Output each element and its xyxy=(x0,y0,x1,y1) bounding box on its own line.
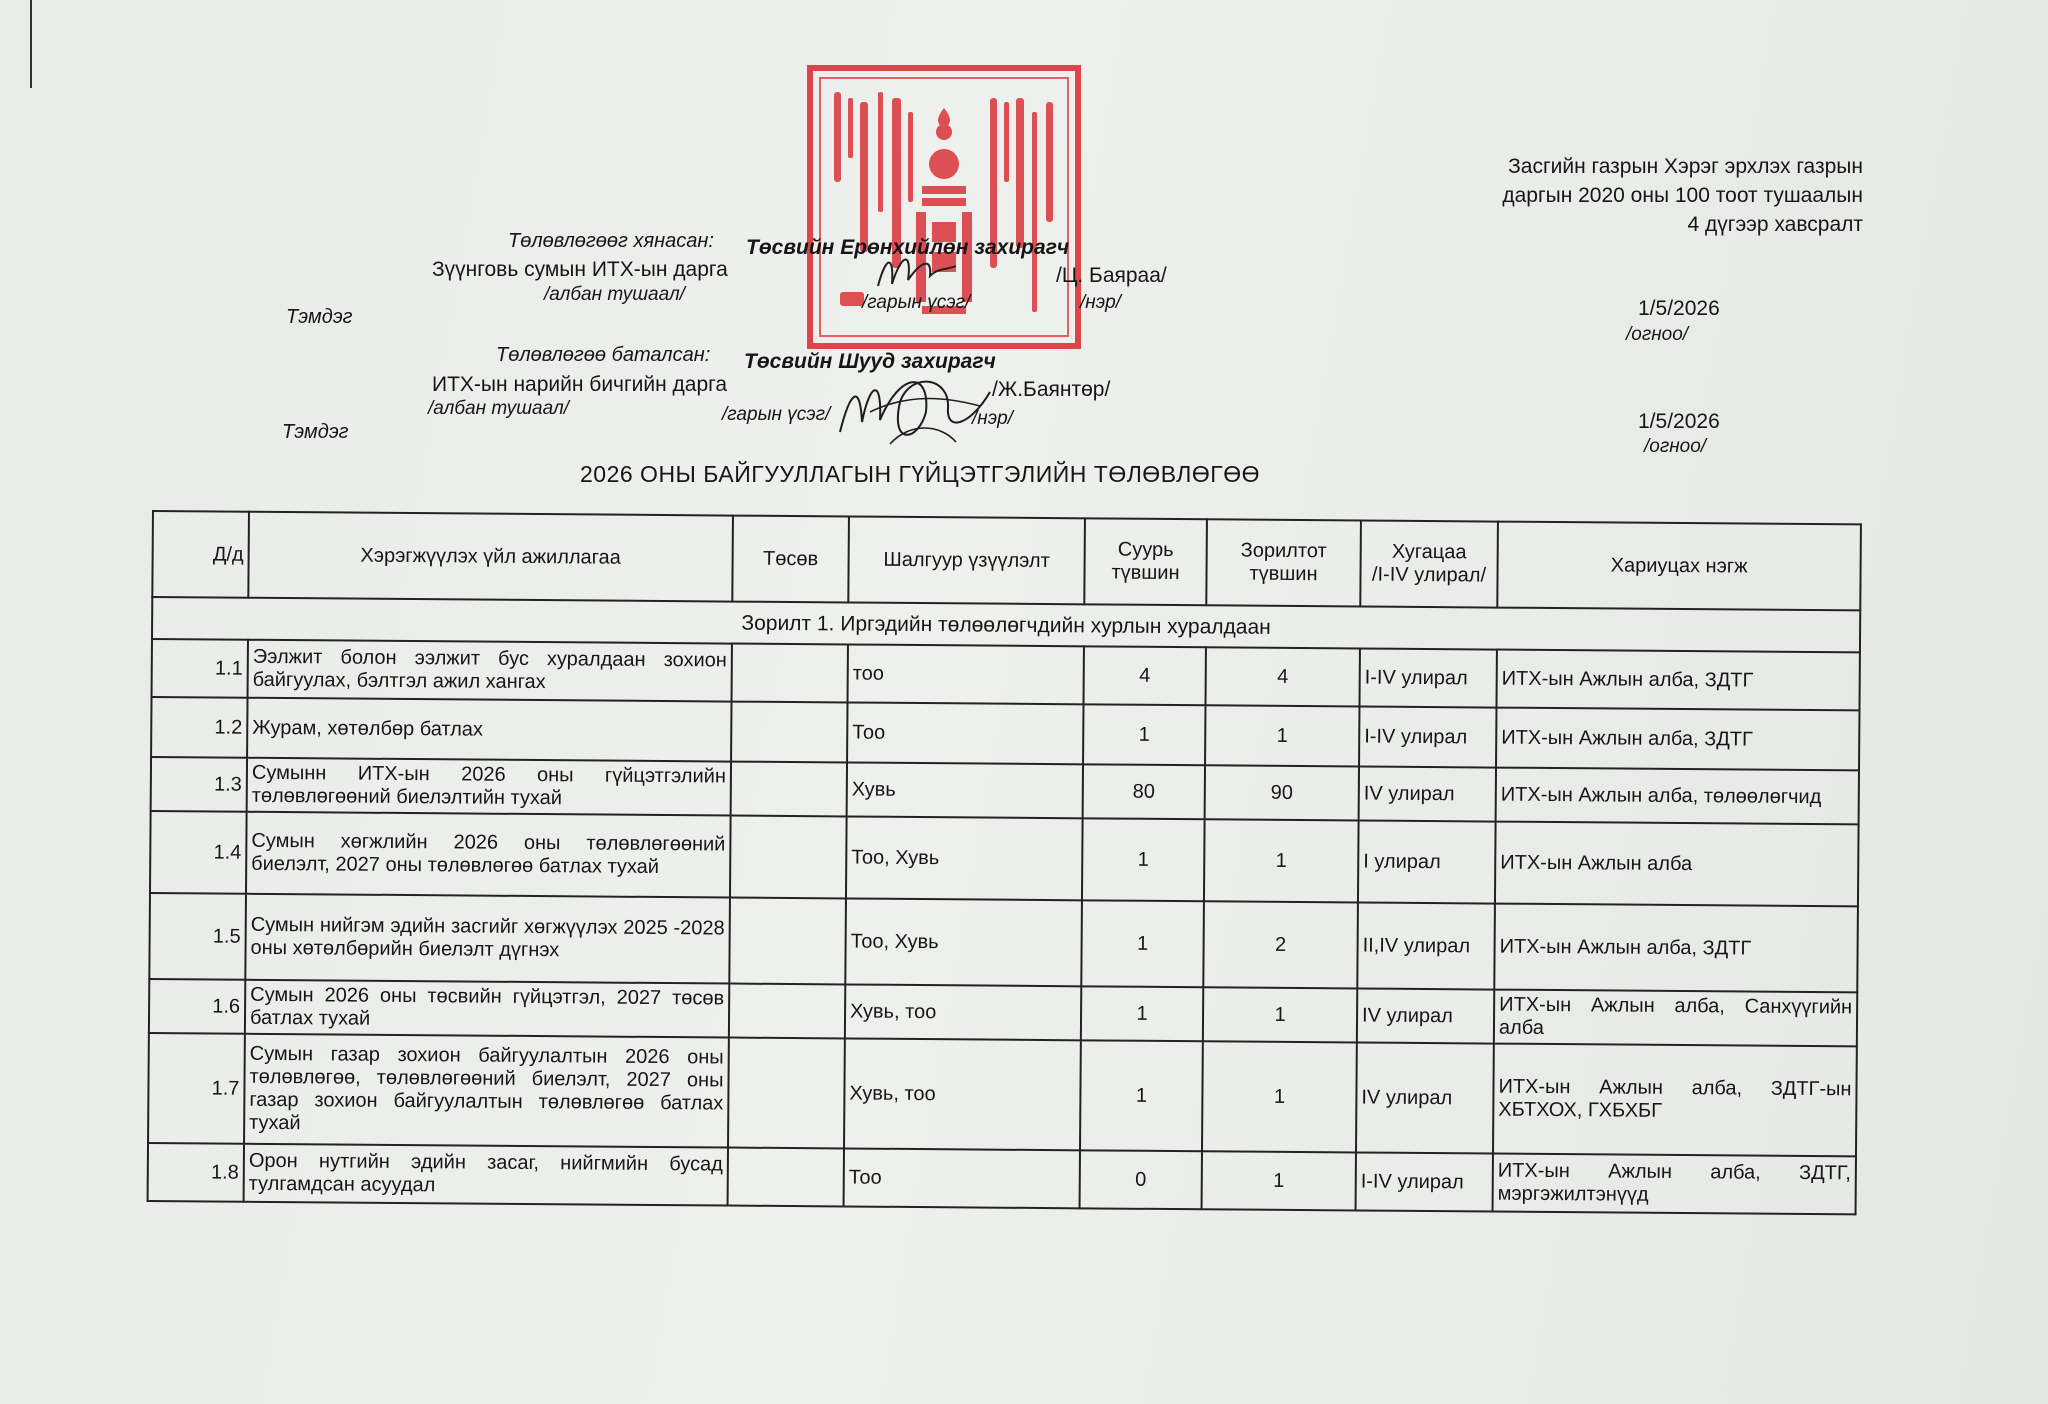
row-term: I-IV улирал xyxy=(1359,648,1496,707)
row-num: 1.5 xyxy=(149,893,246,980)
header-target-line2: түвшин xyxy=(1249,562,1318,586)
approve-stamp-label: Тэмдэг xyxy=(282,421,349,443)
approve-date-caption: /огноо/ xyxy=(1644,436,1707,457)
row-activity: Сумынн ИТХ-ын 2026 оны гүйцэтгэлийн төлөвлөгөөний биелэлтийн тухай xyxy=(247,758,731,816)
approve-date: 1/5/2026 xyxy=(1638,410,1720,433)
row-budget xyxy=(731,702,847,763)
row-base: 1 xyxy=(1083,704,1205,765)
row-responsible: ИТХ-ын Ажлын алба, ЗДТГ-ын ХБТХОХ, ГХБХБГ xyxy=(1493,1044,1857,1157)
approve-position-caption: /албан тушаал/ xyxy=(428,398,569,419)
annex-line-2: даргын 2020 оны 100 тоот тушаалын xyxy=(1502,184,1863,207)
annex-line-3: 4 дүгээр хавсралт xyxy=(1687,213,1863,236)
table-header-row xyxy=(152,511,1861,610)
row-responsible: ИТХ-ын Ажлын алба, ЗДТГ, мэргэжилтэнүүд xyxy=(1493,1154,1856,1215)
plan-table xyxy=(147,510,1862,1215)
table-row xyxy=(149,893,1858,992)
row-activity: Журам, хөтөлбөр батлах xyxy=(247,698,731,762)
page-edge-mark xyxy=(30,0,32,88)
approve-position: ИТХ-ын нарийн бичгийн дарга xyxy=(432,373,728,396)
review-date-caption: /огноо/ xyxy=(1626,324,1689,345)
document-title: 2026 ОНЫ БАЙГУУЛЛАГЫН ГҮЙЦЭТГЭЛИЙН ТӨЛӨВЛӨГӨӨ xyxy=(580,461,1260,487)
row-target: 1 xyxy=(1205,705,1359,766)
review-signature xyxy=(872,246,962,296)
row-target: 1 xyxy=(1202,1041,1357,1152)
row-target: 2 xyxy=(1203,901,1358,988)
row-activity: Сумын нийгэм эдийн засгийг хөгжүүлэх 2025 -2028 оны хөтөлбөрийн биелэлт дүгнэх xyxy=(245,894,730,984)
row-indicator: Тоо, Хувь xyxy=(846,816,1083,900)
row-budget xyxy=(728,1148,844,1207)
row-responsible: ИТХ-ын Ажлын алба xyxy=(1495,822,1859,907)
row-budget xyxy=(729,984,845,1039)
row-budget xyxy=(730,816,847,899)
review-date: 1/5/2026 xyxy=(1638,297,1720,320)
header-activity: Хэрэгжүүлэх үйл ажиллагаа xyxy=(248,512,733,602)
row-num: 1.7 xyxy=(148,1033,245,1144)
row-base: 1 xyxy=(1080,1040,1203,1151)
annex-reference xyxy=(1343,152,1863,239)
review-name-caption: /нэр/ xyxy=(1080,292,1121,313)
row-budget xyxy=(731,762,847,817)
row-num: 1.1 xyxy=(152,639,248,698)
row-target: 4 xyxy=(1205,647,1359,706)
row-activity: Ээлжит болон ээлжит бус хуралдаан зохион байгуулах, бэлтгэл ажил хангах xyxy=(248,640,732,702)
approve-signature-caption: /гарын үсэг/ xyxy=(722,404,831,425)
row-num: 1.3 xyxy=(151,757,247,812)
row-term: IV улирал xyxy=(1356,1042,1494,1153)
row-base: 4 xyxy=(1084,646,1206,705)
header-indicator: Шалгуур үзүүлэлт xyxy=(848,516,1085,604)
row-base: 1 xyxy=(1081,986,1203,1041)
row-activity: Сумын хөгжлийн 2026 оны төлөвлөгөөний биелэлт, 2027 оны төлөвлөгөө батлах тухай xyxy=(246,812,731,898)
row-responsible: ИТХ-ын Ажлын алба, ЗДТГ xyxy=(1496,650,1859,711)
row-responsible: ИТХ-ын Ажлын алба, төлөөлөгчид xyxy=(1496,768,1859,825)
row-num: 1.2 xyxy=(151,697,247,758)
row-term: I-IV улирал xyxy=(1356,1152,1493,1211)
review-name: /Ц. Баяраа/ xyxy=(1056,264,1167,287)
row-indicator: Хувь, тоо xyxy=(845,984,1081,1040)
header-target xyxy=(1206,519,1361,606)
approve-label: Төлөвлөгөө баталсан: xyxy=(496,344,711,366)
row-budget xyxy=(728,1038,845,1149)
row-responsible: ИТХ-ын Ажлын алба, ЗДТГ xyxy=(1496,708,1859,771)
approve-signature xyxy=(830,362,1000,452)
row-base: 0 xyxy=(1080,1150,1202,1209)
row-activity: Сумын 2026 оны төсвийн гүйцэтгэл, 2027 төсөв батлах тухай xyxy=(245,980,729,1038)
row-term: IV улирал xyxy=(1357,988,1494,1043)
row-num: 1.4 xyxy=(150,811,247,894)
row-target: 1 xyxy=(1204,819,1359,902)
header-target-line1: Зорилтот xyxy=(1240,539,1327,563)
header-num: Д/д xyxy=(152,511,249,598)
row-indicator: тоо xyxy=(848,644,1084,704)
approve-name-caption: /нэр/ xyxy=(972,408,1013,429)
row-target: 1 xyxy=(1202,1151,1356,1210)
header-base-line2: түвшин xyxy=(1111,561,1180,585)
review-position-caption: /албан тушаал/ xyxy=(544,284,685,305)
review-label: Төлөвлөгөөг хянасан: xyxy=(508,230,714,252)
row-indicator: Тоо xyxy=(847,702,1083,764)
table-row xyxy=(148,1033,1857,1156)
header-base-line1: Суурь xyxy=(1117,538,1174,562)
row-activity: Сумын газар зохион байгуулалтын 2026 оны төлөвлөгөө, төлөвлөгөөний биелэлт, 2027 оны газар зохион байгуулалтын төлөвлөгөө батлах тухай xyxy=(244,1034,729,1148)
header-base xyxy=(1084,518,1207,605)
goal-title: Зорилт 1. Иргэдийн төлөөлөгчдийн хурлын хуралдаан xyxy=(152,597,1860,652)
row-activity: Орон нутгийн эдийн засаг, нийгмийн бусад тулгамдсан асуудал xyxy=(244,1144,728,1206)
row-base: 1 xyxy=(1081,900,1204,987)
row-term: I-IV улирал xyxy=(1359,706,1496,767)
row-indicator: Тоо xyxy=(844,1148,1080,1208)
annex-line-1: Засгийн газрын Хэрэг эрхлэх газрын xyxy=(1508,155,1863,178)
row-indicator: Хувь xyxy=(847,762,1083,818)
row-responsible: ИТХ-ын Ажлын алба, Санхүүгийн алба xyxy=(1494,990,1857,1047)
row-responsible: ИТХ-ын Ажлын алба, ЗДТГ xyxy=(1494,904,1858,993)
approve-name: /Ж.Баянтөр/ xyxy=(992,378,1111,401)
approve-title: Төсвийн Шууд захирагч xyxy=(744,350,996,373)
row-base: 1 xyxy=(1082,818,1205,901)
row-budget xyxy=(732,644,848,703)
row-term: II,IV улирал xyxy=(1357,902,1495,989)
row-term: IV улирал xyxy=(1359,766,1496,821)
row-budget xyxy=(729,898,846,985)
review-position: Зүүнговь сумын ИТХ-ын дарга xyxy=(432,258,728,281)
row-term: I улирал xyxy=(1358,820,1496,903)
header-responsible: Хариуцах нэгж xyxy=(1497,522,1861,611)
row-num: 1.6 xyxy=(149,979,245,1034)
row-base: 80 xyxy=(1083,764,1205,819)
row-target: 1 xyxy=(1203,987,1357,1042)
header-budget: Төсөв xyxy=(732,516,849,603)
table-row xyxy=(148,1143,1856,1214)
table-row xyxy=(150,811,1859,906)
review-stamp-label: Тэмдэг xyxy=(286,306,353,328)
row-target: 90 xyxy=(1205,765,1359,820)
row-indicator: Хувь, тоо xyxy=(844,1038,1081,1150)
row-indicator: Тоо, Хувь xyxy=(845,898,1082,986)
row-num: 1.8 xyxy=(148,1143,244,1202)
review-title: Төсвийн Ерөнхийлөн захирагч xyxy=(746,236,1070,259)
header-term-line1: Хугацаа xyxy=(1391,540,1467,564)
header-term-line2: /I-IV улирал/ xyxy=(1371,563,1487,587)
header-term xyxy=(1360,520,1498,607)
review-signature-caption: /гарын үсэг/ xyxy=(862,292,971,313)
